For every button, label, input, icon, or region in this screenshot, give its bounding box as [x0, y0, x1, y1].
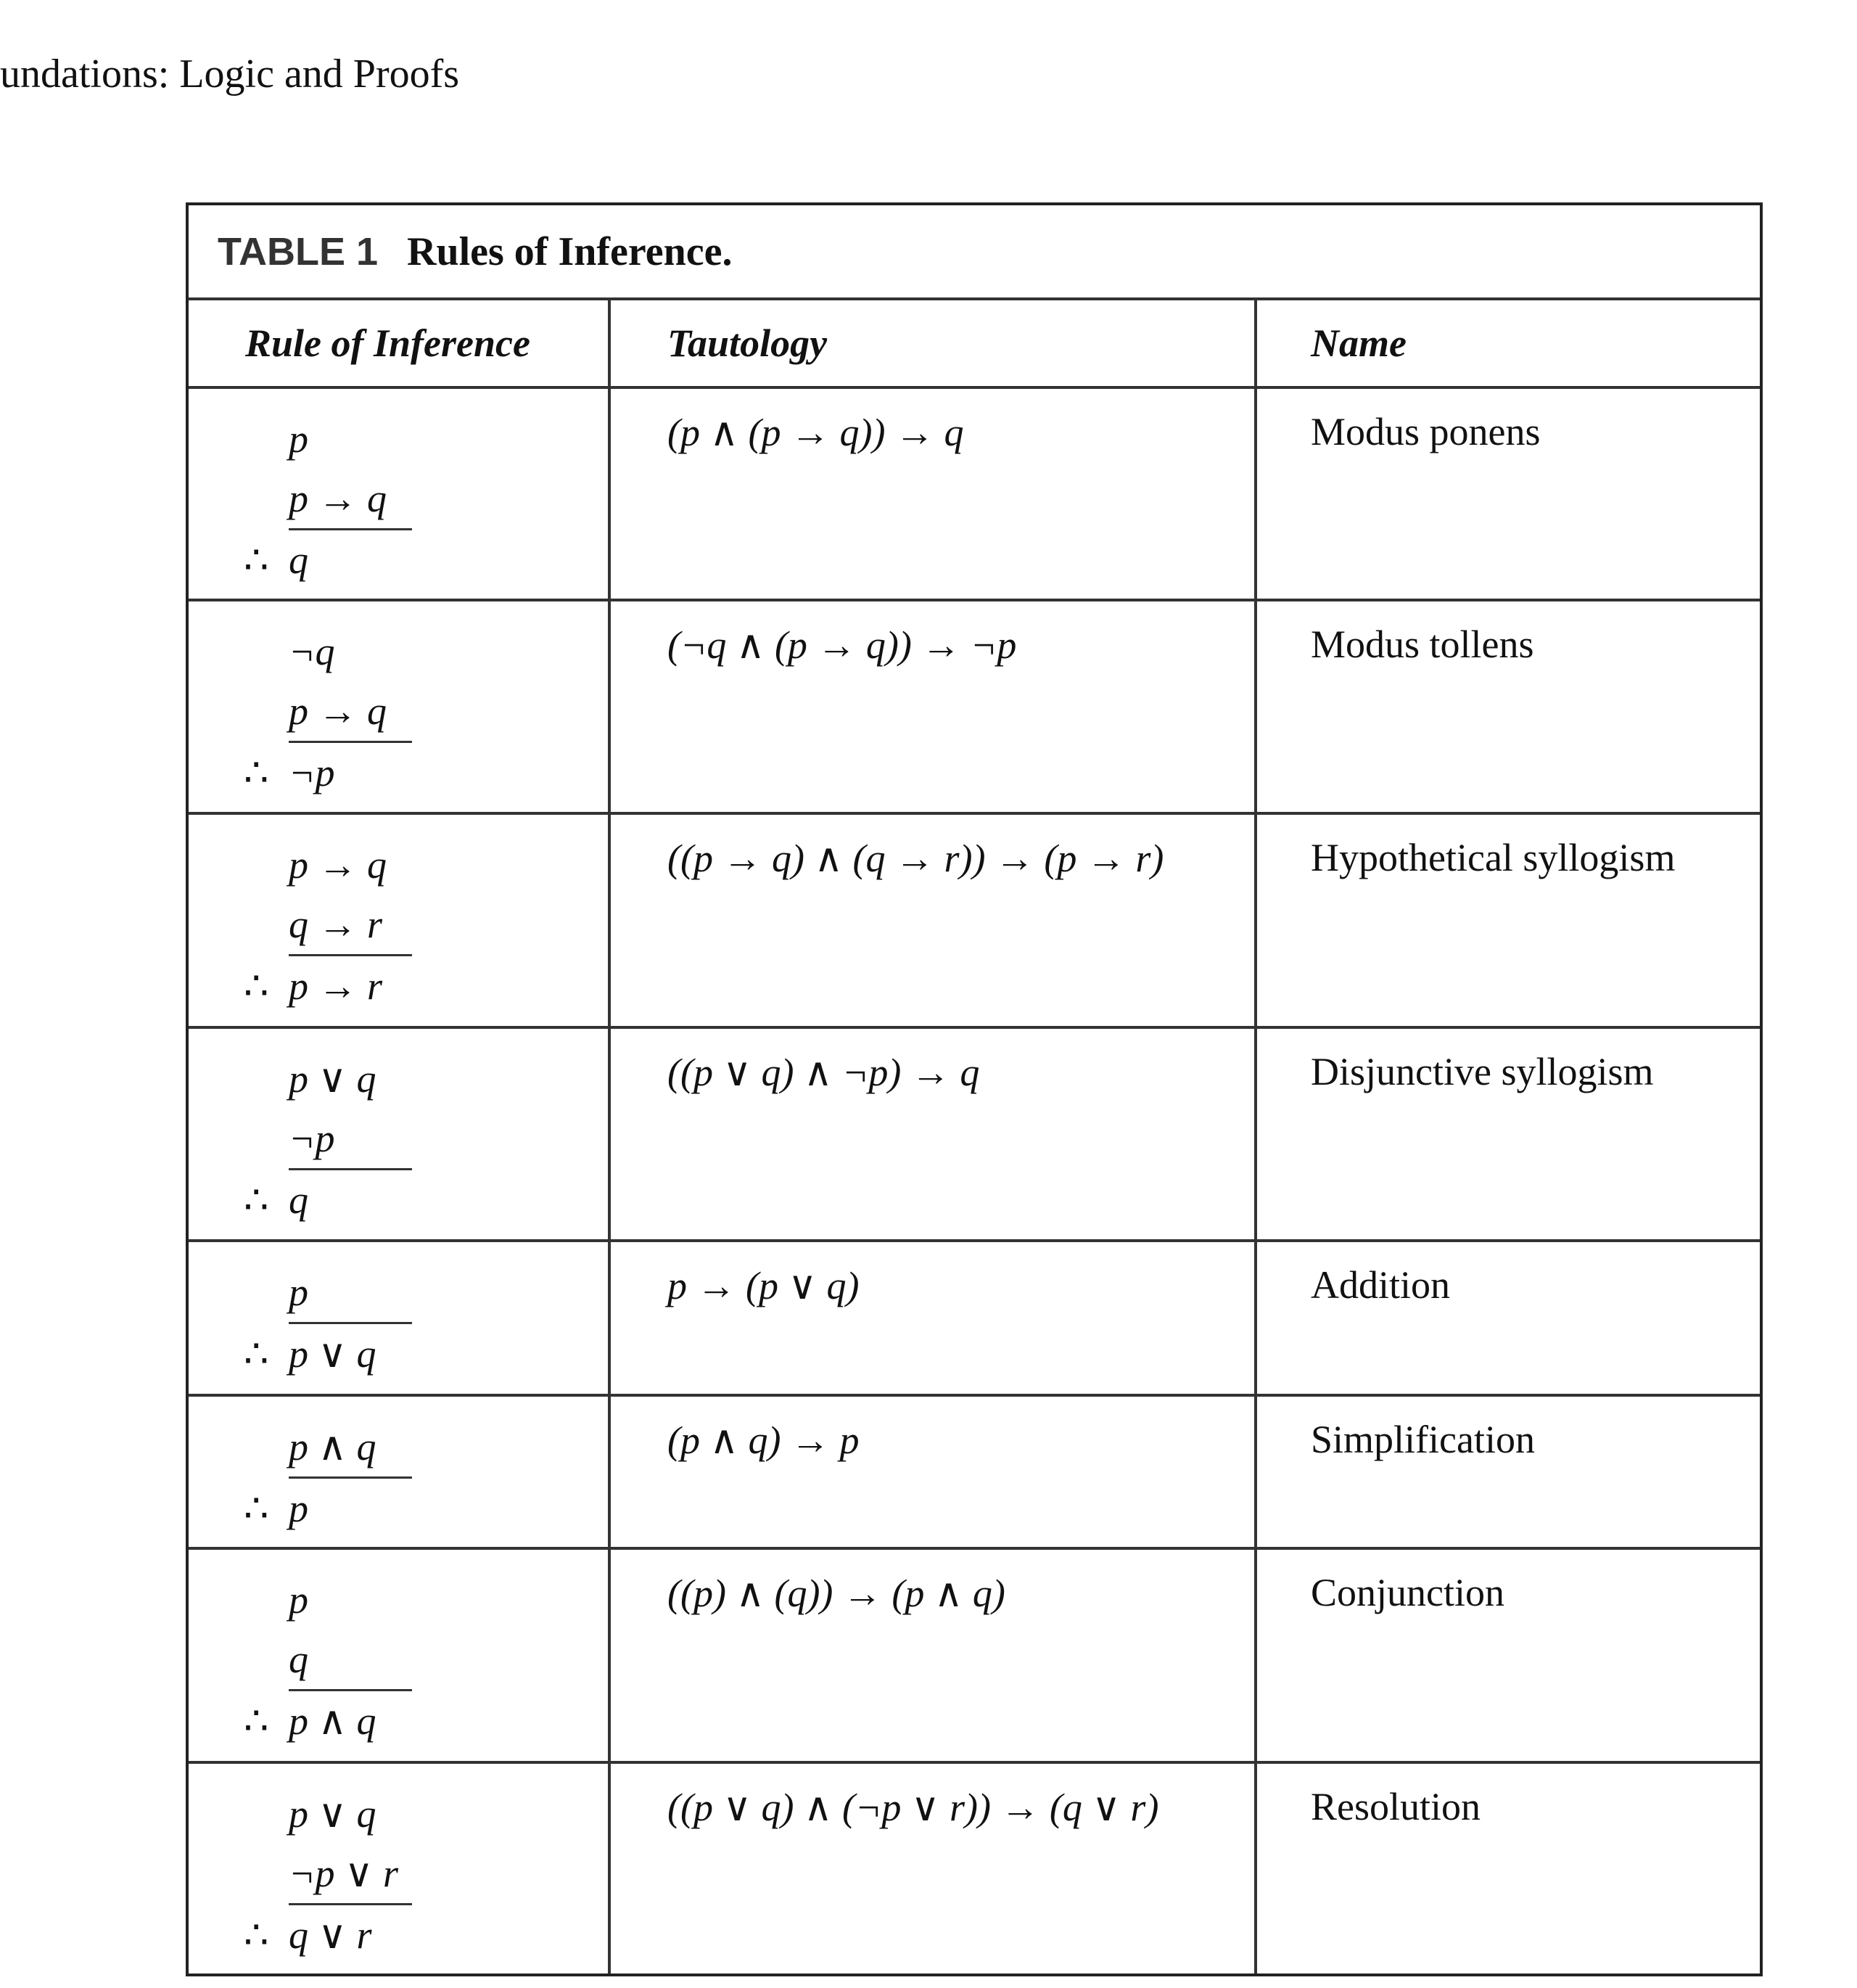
rule-of-inference [244, 1417, 412, 1538]
rule-name-cell: Disjunctive syllogism [1311, 1050, 1654, 1093]
premise: ¬p ∨ r [289, 1852, 398, 1895]
tautology-cell: (p ∧ (p → q)) → q [611, 389, 1257, 599]
rules-of-inference-table [186, 202, 1763, 1976]
tautology-cell: ((p ∨ q) ∧ (¬p ∨ r)) → (q ∨ r) [611, 1764, 1257, 1973]
premise: p → q [289, 689, 387, 733]
rule-name-cell: Modus tollens [1311, 623, 1534, 666]
conclusion: p → r [289, 964, 383, 1008]
premise: p [289, 1578, 308, 1622]
table-row [189, 1764, 1760, 1973]
conclusion: p [289, 1487, 308, 1530]
conclusion: ¬p [289, 751, 335, 794]
column-header-rule: Rule of Inference [189, 300, 611, 386]
table-row [189, 1550, 1760, 1764]
therefore-symbol: ∴ [244, 1487, 269, 1530]
rule-of-inference [244, 1784, 412, 1965]
table-title: Rules of Inference. [407, 229, 733, 274]
tautology-cell: ((p) ∧ (q)) → (p ∧ q) [611, 1550, 1257, 1761]
rule-of-inference [244, 1049, 412, 1230]
table-row [189, 1242, 1760, 1397]
conclusion-line [244, 1689, 412, 1751]
table-row [189, 601, 1760, 815]
conclusion-line [244, 528, 412, 590]
rule-name-cell: Modus ponens [1311, 410, 1541, 453]
table-row [189, 1397, 1760, 1550]
therefore-symbol: ∴ [244, 964, 269, 1008]
conclusion-line [244, 1168, 412, 1230]
rule-cell [189, 601, 611, 812]
therefore-symbol: ∴ [244, 1913, 269, 1957]
table-label: TABLE 1 [218, 229, 379, 274]
rule-of-inference [244, 622, 412, 802]
table-row [189, 815, 1760, 1029]
tautology-cell: ((p ∨ q) ∧ ¬p) → q [611, 1029, 1257, 1239]
rule-cell [189, 815, 611, 1026]
tautology-cell: (¬q ∧ (p → q)) → ¬p [611, 601, 1257, 812]
rule-name-cell: Hypothetical syllogism [1311, 836, 1676, 879]
premise: p [289, 417, 308, 461]
table-caption [189, 205, 1760, 300]
rule-cell [189, 1242, 611, 1394]
rule-name-cell: Conjunction [1311, 1571, 1504, 1614]
tautology-cell: (p ∧ q) → p [611, 1397, 1257, 1547]
rule-cell [189, 1550, 611, 1761]
rule-cell [189, 1397, 611, 1547]
conclusion-line [244, 1322, 412, 1384]
conclusion-line [244, 741, 412, 802]
rule-of-inference [244, 835, 412, 1016]
premise: ¬q [289, 630, 335, 673]
premise: ¬p [289, 1117, 335, 1160]
tautology-cell: ((p → q) ∧ (q → r)) → (p → r) [611, 815, 1257, 1026]
premise: q → r [289, 903, 383, 946]
premise: p [289, 1270, 308, 1314]
conclusion-line [244, 1903, 412, 1965]
rule-name-cell: Addition [1311, 1263, 1451, 1307]
tautology-cell: p → (p ∨ q) [611, 1242, 1257, 1394]
therefore-symbol: ∴ [244, 1178, 269, 1222]
premise: p ∨ q [289, 1792, 376, 1836]
column-header-tautology: Tautology [611, 300, 1257, 386]
conclusion: q [289, 538, 308, 582]
premise: p ∧ q [289, 1425, 376, 1469]
premise: q [289, 1638, 308, 1681]
rule-cell [189, 1764, 611, 1973]
rule-cell [189, 389, 611, 599]
therefore-symbol: ∴ [244, 538, 269, 582]
table-header-row [189, 300, 1760, 389]
conclusion-line [244, 954, 412, 1016]
conclusion: q [289, 1178, 308, 1222]
therefore-symbol: ∴ [244, 1699, 269, 1743]
column-header-name: Name [1311, 321, 1407, 365]
conclusion: p ∨ q [289, 1332, 376, 1376]
rule-cell [189, 1029, 611, 1239]
table-row [189, 1029, 1760, 1242]
conclusion: q ∨ r [289, 1913, 372, 1957]
therefore-symbol: ∴ [244, 751, 269, 794]
rule-of-inference [244, 1570, 412, 1751]
premise: p → q [289, 843, 387, 887]
conclusion: p ∧ q [289, 1699, 376, 1743]
table-row [189, 389, 1760, 601]
therefore-symbol: ∴ [244, 1332, 269, 1376]
page-header: undations: Logic and Proofs [0, 52, 460, 96]
rule-of-inference [244, 1262, 412, 1384]
rule-of-inference [244, 409, 412, 590]
premise: p ∨ q [289, 1057, 376, 1101]
conclusion-line [244, 1476, 412, 1538]
premise: p → q [289, 477, 387, 520]
rule-name-cell: Simplification [1311, 1418, 1535, 1461]
rule-name-cell: Resolution [1311, 1785, 1481, 1828]
